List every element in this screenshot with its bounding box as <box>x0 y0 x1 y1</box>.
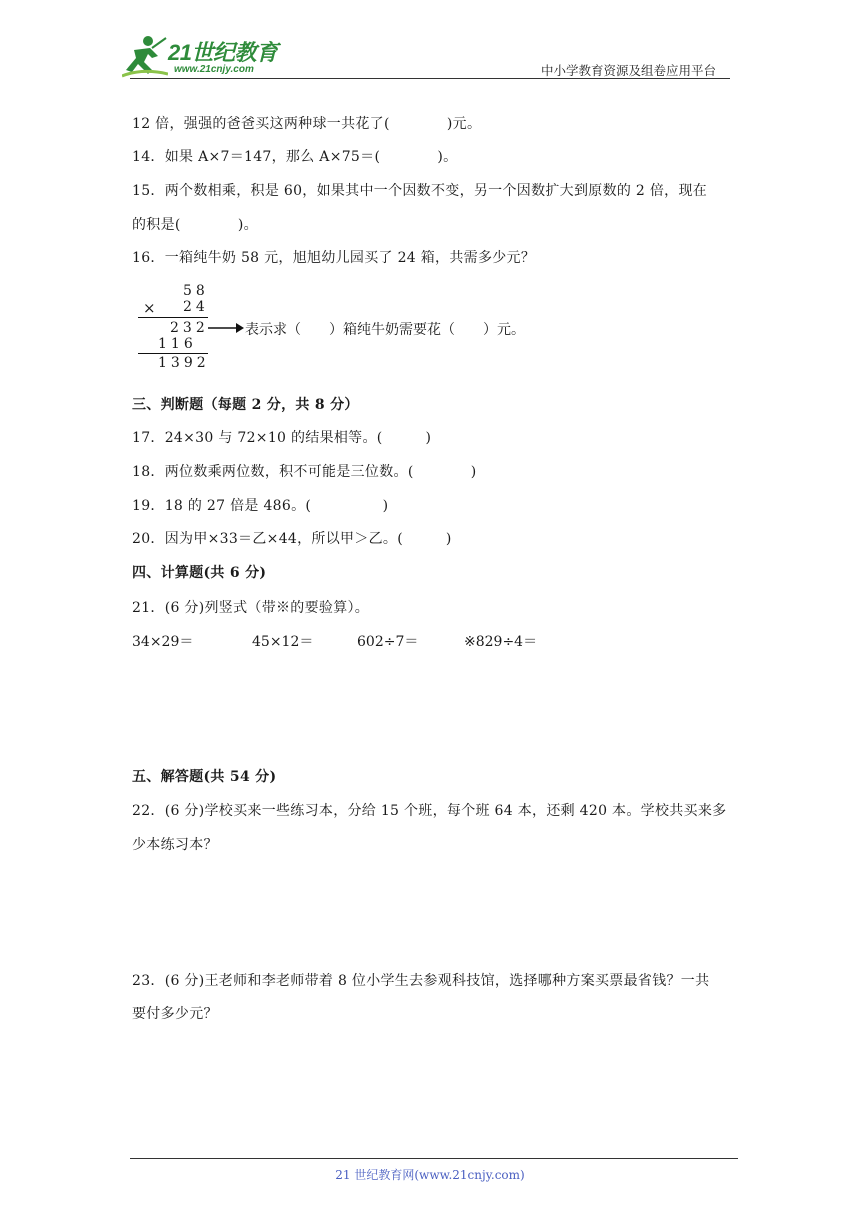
q18-text: 18．两位数乘两位数，积不可能是三位数。( ) <box>132 464 477 480</box>
q22-text-1: 22．(6 分)学校买来一些练习本，分给 15 个班，每个班 64 本，还剩 420 本。学校共买来多 <box>132 803 727 819</box>
calc-line-1 <box>138 317 208 318</box>
header-divider <box>130 78 730 79</box>
calc-row-232: 232 <box>170 320 209 336</box>
q22-text-2: 少本练习本？ <box>132 837 218 853</box>
q23-text-2: 要付多少元？ <box>132 1006 218 1022</box>
q14-text: 14．如果 A×7＝147，那么 A×75＝( )。 <box>132 149 458 165</box>
vertical-calculation <box>132 280 592 375</box>
q15-text-1: 15．两个数相乘，积是 60，如果其中一个因数不变，另一个因数扩大到原数的 2 倍，现在 <box>132 183 708 199</box>
q23-text-1: 23．(6 分)王老师和李老师带着 8 位小学生去参观科技馆，选择哪种方案买票最省钱？一共 <box>132 973 710 989</box>
footer-divider <box>130 1158 738 1159</box>
section4-title: 四、计算题(共 6 分) <box>132 565 267 581</box>
calc-item-3: 602÷7＝ <box>357 634 419 650</box>
calc-row-116: 116 <box>158 336 197 352</box>
calc-item-2: 45×12＝ <box>252 634 314 650</box>
q21-text: 21．(6 分)列竖式（带※的要验算）。 <box>132 600 370 616</box>
logo-main-text: 21世纪教育 <box>168 40 278 65</box>
calc-note-text: 表示求（ ）箱纯牛奶需要花（ ）元。 <box>245 322 525 338</box>
calc-row-58: 58 <box>183 283 209 299</box>
header-logo <box>122 34 292 78</box>
q15-text-2: 的积是( )。 <box>132 217 258 233</box>
q16-text: 16．一箱纯牛奶 58 元，旭旭幼儿园买了 24 箱，共需多少元？ <box>132 250 536 266</box>
calc-row-1392: 1392 <box>158 355 210 371</box>
calc-item-4: ※829÷4＝ <box>464 634 538 650</box>
times-sign: × <box>143 299 156 317</box>
logo-url-text: www.21cnjy.com <box>174 64 254 75</box>
q19-text: 19．18 的 27 倍是 486。( ) <box>132 498 389 514</box>
calc-row-24: 24 <box>183 299 209 315</box>
section5-title: 五、解答题(共 54 分) <box>132 769 277 785</box>
calc-line-2 <box>138 353 208 354</box>
q13-tail-text: 12 倍，强强的爸爸买这两种球一共花了( )元。 <box>132 116 482 132</box>
calc-item-1: 34×29＝ <box>132 634 194 650</box>
q17-text: 17．24×30 与 72×10 的结果相等。( ) <box>132 430 432 446</box>
footer-text: 21 世纪教育网(www.21cnjy.com) <box>335 1168 525 1182</box>
q20-text: 20．因为甲×33＝乙×44，所以甲＞乙。( ) <box>132 531 452 547</box>
arrow-icon <box>208 322 244 334</box>
runner-logo-icon <box>122 34 168 78</box>
section3-title: 三、判断题（每题 2 分，共 8 分） <box>132 397 359 413</box>
header-platform-text: 中小学教育资源及组卷应用平台 <box>541 63 717 78</box>
